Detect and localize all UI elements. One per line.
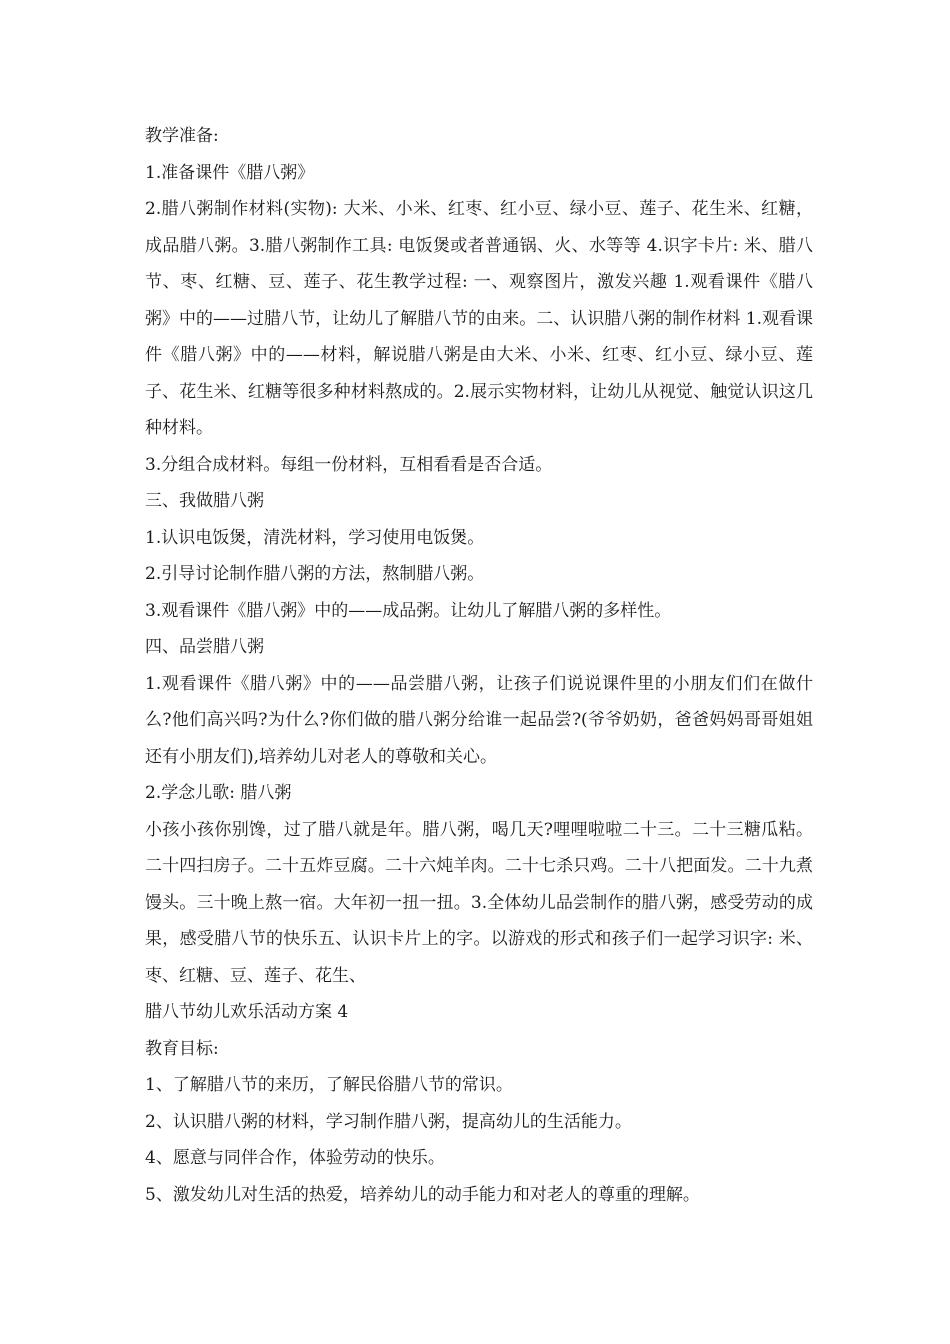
- preparation-materials-paragraph: 2.腊八粥制作材料(实物): 大米、小米、红枣、红小豆、绿小豆、莲子、花生米、红糖，成品腊八粥。3.腊八粥制作工具: 电饭煲或者普通锅、火、水等等 4.识字卡片: 米、腊八节、枣、红糖、豆、莲子、花生教学过程: 一、观察图片，激发兴趣 1.观看课件《腊八粥》中的——过腊八节，让幼儿了解腊八节的由来。二、认识腊八粥的制作材料 1.观看课件《腊八粥》中的——材料，解说腊八粥是由大米、小米、红枣、红小豆、绿小豆、莲子、花生米、红糖等很多种材料熬成的。2.展示实物材料，让幼儿从视觉、触觉认识这几种材料。: [145, 199, 813, 438]
- make-step-1: 1.认识电饭煲，清洗材料，学习使用电饭煲。: [145, 527, 485, 548]
- group-materials-paragraph: 3.分组合成材料。每组一份材料，互相看看是否合适。: [145, 454, 553, 475]
- section-heading-taste-porridge: 四、品尝腊八粥: [145, 637, 264, 657]
- goal-2: 2、认识腊八粥的材料，学习制作腊八粥，提高幼儿的生活能力。: [145, 1111, 632, 1132]
- nursery-rhyme-heading: 2.学念儿歌: 腊八粥: [145, 783, 292, 803]
- goal-5: 5、激发幼儿对生活的热爱，培养幼儿的动手能力和对老人的尊重的理解。: [145, 1184, 700, 1205]
- education-goals-heading: 教育目标:: [145, 1038, 219, 1059]
- plan-4-title: 腊八节幼儿欢乐活动方案 4: [145, 1002, 349, 1022]
- goal-1: 1、了解腊八节的来历，了解民俗腊八节的常识。: [145, 1075, 513, 1095]
- make-step-2: 2.引导讨论制作腊八粥的方法，熬制腊八粥。: [145, 564, 485, 584]
- document-page: [145, 118, 813, 1213]
- taste-step-1: 1.观看课件《腊八粥》中的——品尝腊八粥，让孩子们说说课件里的小朋友们们在做什么?他们高兴吗?为什么?你们做的腊八粥分给谁一起品尝?(爷爷奶奶，爸爸妈妈哥哥姐姐还有小朋友们),培养幼儿对老人的尊敬和关心。: [145, 673, 813, 767]
- nursery-rhyme-text: 小孩小孩你别馋，过了腊八就是年。腊八粥，喝几天?哩哩啦啦二十三。二十三糖瓜粘。二十四扫房子。二十五炸豆腐。二十六炖羊肉。二十七杀只鸡。二十八把面发。二十九煮馒头。三十晚上熬一宿。大年初一扭一扭。3.全体幼儿品尝制作的腊八粥，感受劳动的成果，感受腊八节的快乐五、认识卡片上的字。以游戏的形式和孩子们一起学习识字: 米、枣、红糖、豆、莲子、花生、: [145, 819, 813, 986]
- teaching-preparation-heading: 教学准备:: [145, 126, 219, 146]
- goal-4: 4、愿意与同伴合作，体验劳动的快乐。: [145, 1148, 445, 1168]
- preparation-item-1: 1.准备课件《腊八粥》: [145, 162, 315, 183]
- section-heading-make-porridge: 三、我做腊八粥: [145, 491, 264, 511]
- make-step-3: 3.观看课件《腊八粥》中的——成品粥。让幼儿了解腊八粥的多样性。: [145, 600, 672, 621]
